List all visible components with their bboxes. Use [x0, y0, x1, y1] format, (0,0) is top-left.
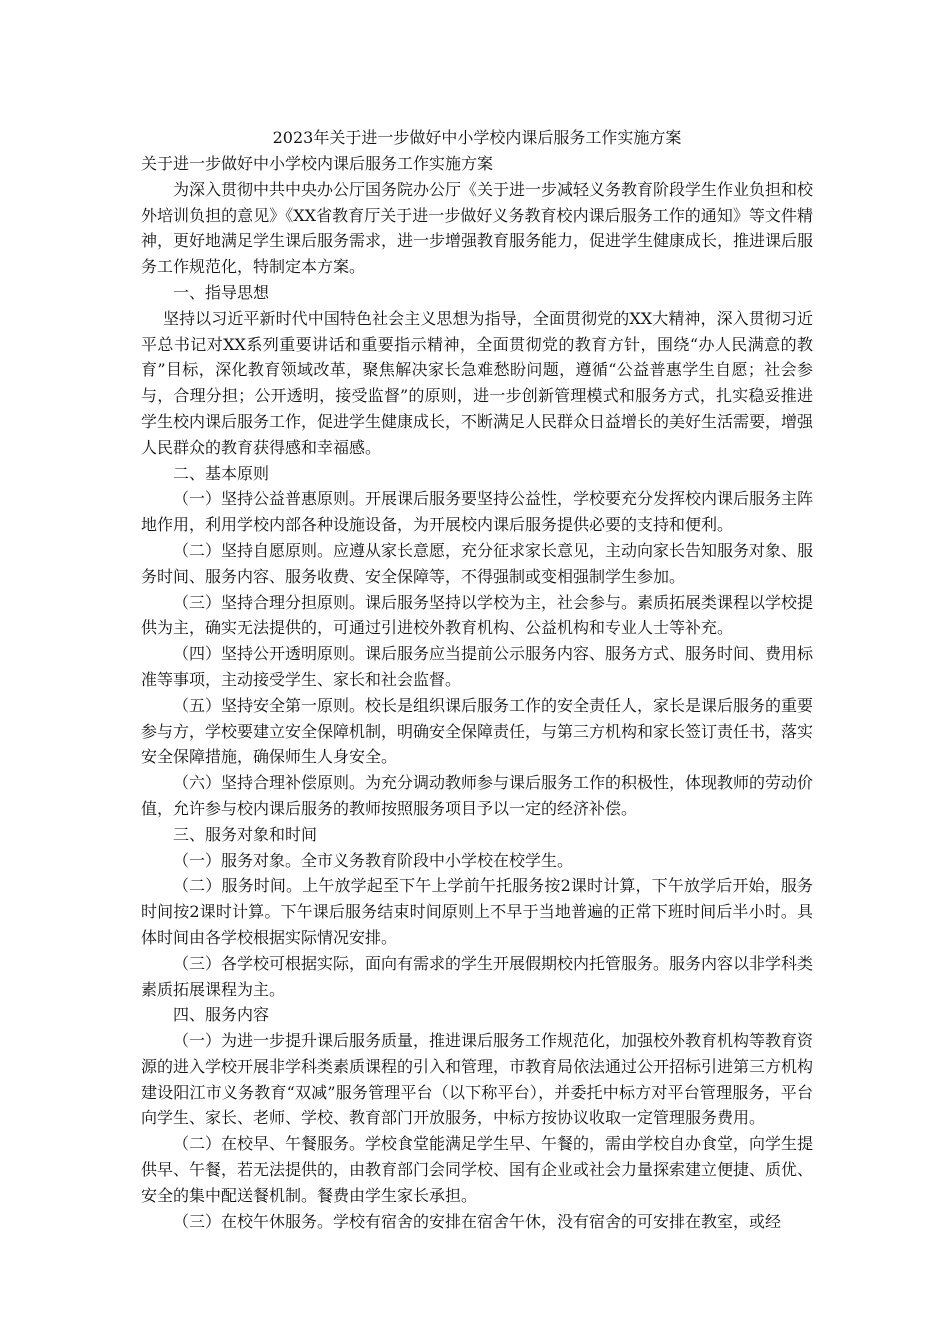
document-page	[141, 124, 813, 1234]
service-content-2-paragraph: （二）在校早、午餐服务。学校食堂能满足学生早、午餐的，需由学校自办食堂，向学生提供早、午餐，若无法提供的，由教育部门会同学校、国有企业或社会力量探索建立便捷、质优、安全的集中配送餐机制。餐费由学生家长承担。	[141, 1134, 814, 1205]
intro-paragraph: 为深入贯彻中共中央办公厅国务院办公厅《关于进一步减轻义务教育阶段学生作业负担和校外培训负担的意见》《XX省教育厅关于进一步做好义务教育校内课后服务工作的通知》等文件精神，更好地满足学生课后服务需求，进一步增强教育服务能力，促进学生健康成长，推进课后服务工作规范化，特制定本方案。	[141, 179, 814, 277]
guiding-ideology-paragraph: 坚持以习近平新时代中国特色社会主义思想为指导，全面贯彻党的XX大精神，深入贯彻习近平总书记对XX系列重要讲话和重要指示精神，全面贯彻党的教育方针，围绕“办人民满意的教育”目标，深化教育领域改革，聚焦解决家长急难愁盼问题，遵循“公益普惠学生自愿；社会参与，合理分担；公开透明，接受监督”的原则，进一步创新管理模式和服务方式，扎实稳妥推进学生校内课后服务工作，促进学生健康成长，不断满足人民群众日益增长的美好生活需要，增强人民群众的教育获得感和幸福感。	[141, 308, 814, 457]
principle-3-paragraph: （三）坚持合理分担原则。课后服务坚持以学校为主，社会参与。素质拓展类课程以学校提供为主，确实无法提供的，可通过引进校外教育机构、公益机构和专业人士等补充。	[141, 592, 814, 638]
principle-2-paragraph: （二）坚持自愿原则。应遵从家长意愿，充分征求家长意见，主动向家长告知服务对象、服务时间、服务内容、服务收费、安全保障等，不得强制或变相强制学生参加。	[141, 540, 814, 586]
document-title: 2023年关于进一步做好中小学校内课后服务工作实施方案	[272, 128, 682, 147]
section-heading-basic-principles: 二、基本原则	[173, 463, 270, 483]
section-heading-service-target-time: 三、服务对象和时间	[173, 824, 318, 844]
principle-6-paragraph: （六）坚持合理补偿原则。为充分调动教师参与课后服务工作的积极性，体现教师的劳动价值，允许参与校内课后服务的教师按照服务项目予以一定的经济补偿。	[141, 773, 814, 818]
service-time-paragraph: （二）服务时间。上午放学起至下午上学前午托服务按2课时计算，下午放学后开始，服务时间按2课时计算。下午课后服务结束时间原则上不早于当地普遍的正常下班时间后半小时。具体时间由各学校根据实际情况安排。	[141, 876, 813, 947]
section-heading-service-content: 四、服务内容	[173, 1005, 270, 1025]
principle-4-paragraph: （四）坚持公开透明原则。课后服务应当提前公示服务内容、服务方式、服务时间、费用标准等事项，主动接受学生、家长和社会监督。	[141, 644, 814, 689]
service-content-3-paragraph: （三）在校午休服务。学校有宿舍的安排在宿舍午休，没有宿舍的可安排在教室，或经	[173, 1211, 782, 1231]
principle-5-paragraph: （五）坚持安全第一原则。校长是组织课后服务工作的安全责任人，家长是课后服务的重要参与方，学校要建立安全保障机制，明确安全保障责任，与第三方机构和家长签订责任书，落实安全保障措施，确保师生人身安全。	[141, 695, 814, 767]
section-heading-guiding-ideology: 一、指导思想	[173, 282, 270, 302]
principle-1-paragraph: （一）坚持公益普惠原则。开展课后服务要坚持公益性，学校要充分发挥校内课后服务主阵地作用，利用学校内部各种设施设备，为开展校内课后服务提供必要的支持和便利。	[141, 489, 814, 535]
service-target-paragraph: （一）服务对象。全市义务教育阶段中小学校在校学生。	[173, 850, 574, 870]
document-subtitle: 关于进一步做好中小学校内课后服务工作实施方案	[141, 154, 494, 173]
holiday-service-paragraph: （三）各学校可根据实际，面向有需求的学生开展假期校内托管服务。服务内容以非学科类素质拓展课程为主。	[141, 953, 814, 999]
service-content-1-paragraph: （一）为进一步提升课后服务质量，推进课后服务工作规范化，加强校外教育机构等教育资源的进入学校开展非学科类素质课程的引入和管理，市教育局依法通过公开招标引进第三方机构建设阳江市义务教育“双减”服务管理平台（以下称平台），并委托中标方对平台管理服务，平台向学生、家长、老师、学校、教育部门开放服务，中标方按协议收取一定管理服务费用。	[141, 1031, 814, 1128]
